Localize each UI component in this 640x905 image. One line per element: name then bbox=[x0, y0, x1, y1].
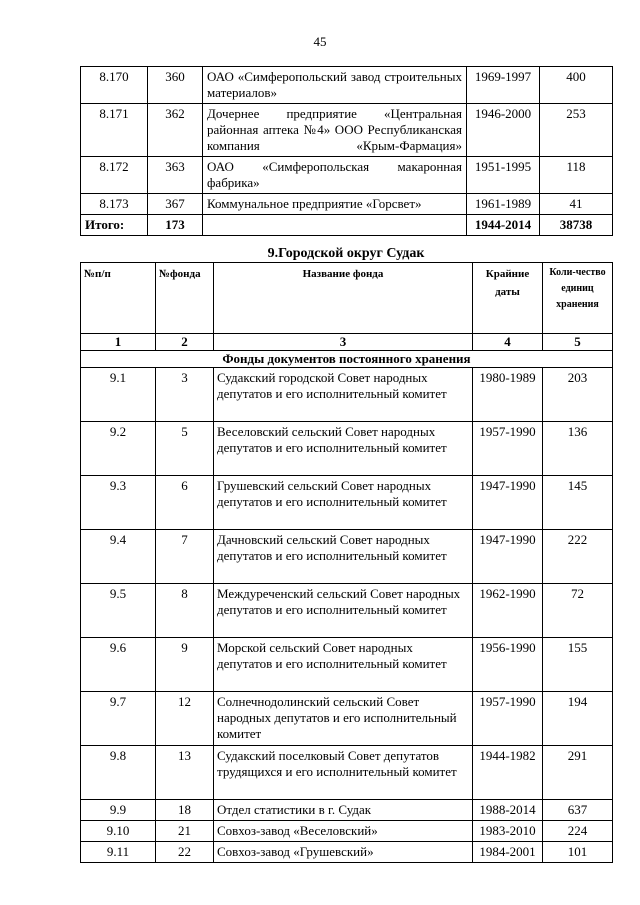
fond-name: Междуреченский сельский Совет народных депутатов и его исполнительный комитет bbox=[214, 584, 473, 638]
total-fond-count: 173 bbox=[148, 215, 203, 236]
table-row bbox=[81, 821, 613, 842]
fond-number: 5 bbox=[156, 422, 214, 476]
fond-name: ОАО «Симферопольский завод строительных материалов» bbox=[203, 67, 467, 104]
storage-units: 224 bbox=[543, 821, 613, 842]
fond-number: 22 bbox=[156, 842, 214, 863]
header-name: Название фонда bbox=[214, 263, 473, 334]
date-range: 1957-1990 bbox=[473, 692, 543, 746]
fond-name: Морской сельский Совет народных депутатов и его исполнительный комитет bbox=[214, 638, 473, 692]
date-range: 1947-1990 bbox=[473, 530, 543, 584]
table-row bbox=[81, 530, 613, 584]
row-number: 9.6 bbox=[81, 638, 156, 692]
fond-number: 12 bbox=[156, 692, 214, 746]
storage-units: 41 bbox=[540, 194, 613, 215]
date-range: 1984-2001 bbox=[473, 842, 543, 863]
total-row bbox=[81, 215, 613, 236]
row-number: 9.3 bbox=[81, 476, 156, 530]
fond-number: 6 bbox=[156, 476, 214, 530]
row-number: 9.8 bbox=[81, 746, 156, 800]
fond-number: 13 bbox=[156, 746, 214, 800]
row-number: 9.5 bbox=[81, 584, 156, 638]
row-number: 8.172 bbox=[81, 157, 148, 194]
fond-name: Совхоз-завод «Веселовский» bbox=[214, 821, 473, 842]
row-number: 8.171 bbox=[81, 104, 148, 157]
subheading-row bbox=[81, 351, 613, 368]
fond-number: 362 bbox=[148, 104, 203, 157]
table-row bbox=[81, 157, 613, 194]
fond-number: 21 bbox=[156, 821, 214, 842]
column-number: 2 bbox=[156, 334, 214, 351]
storage-units: 222 bbox=[543, 530, 613, 584]
date-range: 1969-1997 bbox=[467, 67, 540, 104]
storage-units: 400 bbox=[540, 67, 613, 104]
subheading: Фонды документов постоянного хранения bbox=[81, 351, 613, 368]
date-range: 1951-1995 bbox=[467, 157, 540, 194]
fond-number: 18 bbox=[156, 800, 214, 821]
date-range: 1980-1989 bbox=[473, 368, 543, 422]
header-num: №п/п bbox=[81, 263, 156, 334]
date-range: 1947-1990 bbox=[473, 476, 543, 530]
storage-units: 145 bbox=[543, 476, 613, 530]
fond-name: Веселовский сельский Совет народных депутатов и его исполнительный комитет bbox=[214, 422, 473, 476]
fond-name: Судакский поселковый Совет депутатов трудящихся и его исполнительный комитет bbox=[214, 746, 473, 800]
storage-units: 118 bbox=[540, 157, 613, 194]
column-numbers-row bbox=[81, 334, 613, 351]
storage-units: 291 bbox=[543, 746, 613, 800]
table-row bbox=[81, 194, 613, 215]
date-range: 1944-1982 bbox=[473, 746, 543, 800]
table-row bbox=[81, 638, 613, 692]
table-row bbox=[81, 692, 613, 746]
row-number: 9.10 bbox=[81, 821, 156, 842]
fond-name: Отдел статистики в г. Судак bbox=[214, 800, 473, 821]
fond-number: 360 bbox=[148, 67, 203, 104]
fond-name: ОАО «Симферопольская макаронная фабрика» bbox=[203, 157, 467, 194]
fond-number: 363 bbox=[148, 157, 203, 194]
header-count: Коли-чество единиц хранения bbox=[543, 263, 613, 334]
fond-name: Солнечнодолинский сельский Совет народных депутатов и его исполнительный комитет bbox=[214, 692, 473, 746]
fond-name: Совхоз-завод «Грушевский» bbox=[214, 842, 473, 863]
storage-units: 101 bbox=[543, 842, 613, 863]
table-row bbox=[81, 584, 613, 638]
storage-units: 253 bbox=[540, 104, 613, 157]
total-date-range: 1944-2014 bbox=[467, 215, 540, 236]
date-range: 1962-1990 bbox=[473, 584, 543, 638]
fond-number: 9 bbox=[156, 638, 214, 692]
sudak-fonds-table bbox=[80, 262, 613, 863]
fond-name: Судакский городской Совет народных депутатов и его исполнительный комитет bbox=[214, 368, 473, 422]
date-range: 1961-1989 bbox=[467, 194, 540, 215]
storage-units: 155 bbox=[543, 638, 613, 692]
date-range: 1988-2014 bbox=[473, 800, 543, 821]
storage-units: 136 bbox=[543, 422, 613, 476]
total-label: Итого: bbox=[81, 215, 148, 236]
fond-number: 8 bbox=[156, 584, 214, 638]
row-number: 9.1 bbox=[81, 368, 156, 422]
total-name bbox=[203, 215, 467, 236]
column-number: 4 bbox=[473, 334, 543, 351]
row-number: 9.9 bbox=[81, 800, 156, 821]
fond-number: 7 bbox=[156, 530, 214, 584]
storage-units: 194 bbox=[543, 692, 613, 746]
date-range: 1956-1990 bbox=[473, 638, 543, 692]
fond-name: Дочернее предприятие «Центральная районная аптека №4» ООО Республиканская компания «Крым-Фармация» bbox=[203, 104, 467, 157]
fond-number: 3 bbox=[156, 368, 214, 422]
fond-number: 367 bbox=[148, 194, 203, 215]
row-number: 9.2 bbox=[81, 422, 156, 476]
storage-units: 203 bbox=[543, 368, 613, 422]
storage-units: 637 bbox=[543, 800, 613, 821]
table-row bbox=[81, 476, 613, 530]
table-row bbox=[81, 746, 613, 800]
date-range: 1957-1990 bbox=[473, 422, 543, 476]
table-row bbox=[81, 842, 613, 863]
table-row bbox=[81, 368, 613, 422]
row-number: 8.173 bbox=[81, 194, 148, 215]
row-number: 8.170 bbox=[81, 67, 148, 104]
fond-name: Грушевский сельский Совет народных депутатов и его исполнительный комитет bbox=[214, 476, 473, 530]
table-header bbox=[81, 263, 613, 334]
header-dates: Крайние даты bbox=[473, 263, 543, 334]
column-number: 5 bbox=[543, 334, 613, 351]
table-row bbox=[81, 422, 613, 476]
table-row bbox=[81, 800, 613, 821]
column-number: 1 bbox=[81, 334, 156, 351]
fond-name: Дачновский сельский Совет народных депутатов и его исполнительный комитет bbox=[214, 530, 473, 584]
previous-section-table bbox=[80, 66, 613, 236]
total-storage-units: 38738 bbox=[540, 215, 613, 236]
row-number: 9.7 bbox=[81, 692, 156, 746]
section-title: 9.Городской округ Судак bbox=[267, 246, 425, 261]
fond-name: Коммунальное предприятие «Горсвет» bbox=[203, 194, 467, 215]
column-number: 3 bbox=[214, 334, 473, 351]
date-range: 1983-2010 bbox=[473, 821, 543, 842]
row-number: 9.11 bbox=[81, 842, 156, 863]
header-fond: №фонда bbox=[156, 263, 214, 334]
page-number: 45 bbox=[313, 34, 327, 49]
storage-units: 72 bbox=[543, 584, 613, 638]
row-number: 9.4 bbox=[81, 530, 156, 584]
table-row bbox=[81, 67, 613, 104]
table-row bbox=[81, 104, 613, 157]
date-range: 1946-2000 bbox=[467, 104, 540, 157]
